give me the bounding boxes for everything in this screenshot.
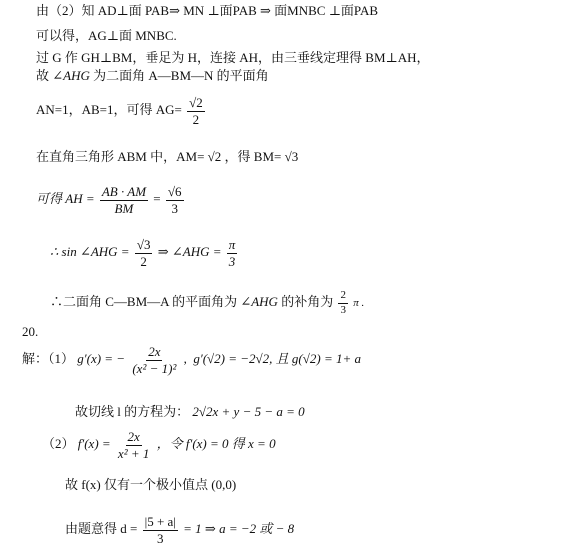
fraction-ag-denominator: 2 [192, 111, 200, 127]
fraction-sin [135, 238, 153, 268]
line-7 [36, 185, 186, 215]
line-6-mid: ，得 BM= [224, 149, 282, 164]
f-zero-condition: ，令 f′(x) = 0 得 x = 0 [156, 436, 276, 452]
solution-part-2: （2） [42, 436, 75, 452]
line-2-text: 可以得，AG⊥面 MNBC. [36, 28, 177, 43]
fraction-angle [227, 238, 238, 268]
tangent-line-label: 故切线 l 的方程为： [75, 404, 190, 419]
angle-ahg: ∠AHG [52, 68, 90, 83]
line-9-angle: ∠AHG [240, 294, 278, 310]
line-5-text: AN=1，AB=1，可得 AG= [36, 102, 182, 118]
fraction-g-numerator: 2x [148, 344, 161, 359]
line-12 [75, 405, 305, 418]
solution-part-1: 解：（1） [22, 351, 75, 367]
g-values: g′(√2) = −2√2, 且 g(√2) = 1+ a [193, 351, 361, 367]
fraction-ag [187, 96, 205, 126]
line-5 [36, 96, 207, 126]
line-8 [50, 238, 239, 268]
fraction-f-numerator: 2x [127, 429, 140, 444]
line-6-prefix: 在直角三角形 ABM 中，AM= [36, 149, 205, 164]
implies-angle: ⇒ ∠AHG = [157, 244, 222, 260]
sin-prefix: ∴ sin ∠AHG = [50, 244, 130, 260]
fraction-ah-numerator: AB · AM [101, 184, 147, 199]
fraction-ah-value-numerator: √6 [167, 184, 182, 199]
line-3-text: 过 G 作 GH⊥BM，垂足为 H，连接 AH，由三垂线定理得 BM⊥AH， [36, 50, 430, 65]
fraction-g-denominator: (x² − 1)² [132, 360, 177, 376]
line-2 [36, 29, 177, 42]
line-1 [36, 4, 378, 17]
sqrt-2: √2 [207, 149, 222, 164]
line-14 [65, 478, 236, 491]
tangent-line-equation: 2√2x + y − 5 − a = 0 [192, 404, 305, 419]
fraction-sin-denominator: 2 [140, 253, 147, 269]
equals-sign: = [153, 191, 161, 207]
distance-prefix: 由题意得 d = [65, 521, 138, 537]
fraction-f-derivative [116, 430, 151, 460]
line-6 [36, 150, 298, 163]
fraction-angle-numerator: π [228, 237, 236, 252]
line-7-prefix: 可得 AH = [36, 191, 95, 207]
fraction-ah-denominator: BM [114, 200, 134, 216]
line-15 [65, 515, 294, 545]
line-3 [36, 51, 430, 64]
line-4-suffix: 为二面角 A—BM—N 的平面角 [93, 68, 269, 83]
fraction-ah-value-denominator: 3 [171, 200, 178, 216]
f-derivative: f′(x) = [77, 436, 111, 452]
line-9-prefix: ∴二面角 C—BM—A 的平面角为 [50, 294, 238, 310]
problem-number [22, 325, 38, 338]
fraction-supplement-numerator: 2 [338, 290, 348, 304]
fraction-angle-denominator: 3 [228, 253, 236, 269]
problem-number-text: 20. [22, 324, 39, 339]
line-9 [50, 290, 364, 316]
minimum-point-text: 故 f(x) 仅有一个极小值点 (0,0) [65, 477, 237, 492]
comma: , [183, 351, 191, 367]
fraction-distance-denominator: 3 [157, 530, 164, 546]
fraction-distance [143, 515, 178, 545]
line-1-text: 由（2）知 AD⊥面 PAB⇒ MN ⊥面PAB ⇒ 面MNBC ⊥面PAB [36, 3, 379, 18]
line-11 [22, 345, 361, 375]
sqrt-3: √3 [284, 149, 299, 164]
line-4-prefix: 故 [36, 68, 50, 83]
line-4 [36, 69, 269, 82]
fraction-supplement [338, 290, 348, 316]
pi-suffix: π . [353, 297, 365, 310]
fraction-ah [100, 185, 148, 215]
line-13 [42, 430, 276, 460]
distance-result: = 1 ⇒ a = −2 或 − 8 [183, 521, 295, 537]
line-9-mid: 的补角为 [281, 294, 334, 310]
g-derivative: g′(x) = − [77, 351, 126, 367]
fraction-sin-numerator: √3 [136, 237, 151, 252]
fraction-f-denominator: x² + 1 [117, 445, 150, 461]
fraction-ag-numerator: √2 [189, 95, 203, 110]
fraction-g-derivative [130, 345, 178, 375]
fraction-ah-value [166, 185, 184, 215]
fraction-supplement-denominator: 3 [340, 303, 346, 316]
fraction-distance-numerator: |5 + a| [144, 514, 176, 529]
